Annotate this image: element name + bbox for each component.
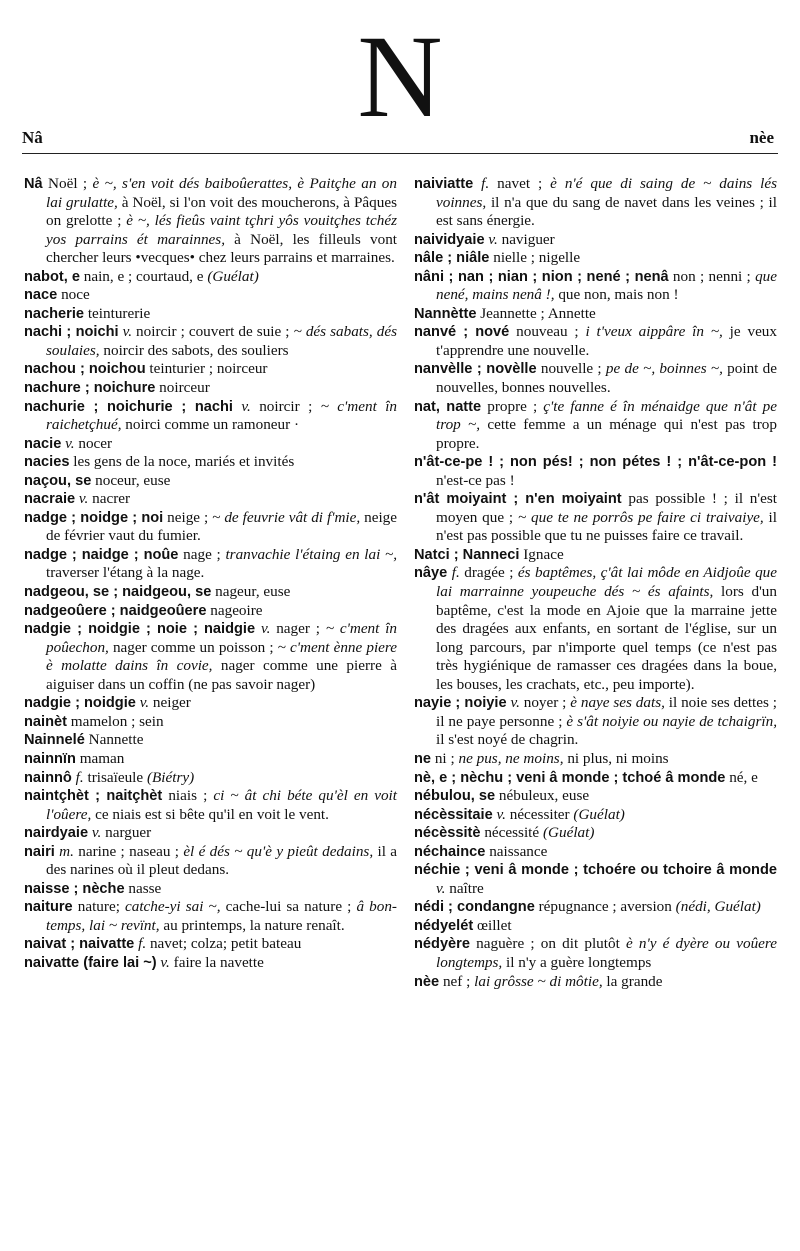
italic-text: ~ de feuvrie vât di f'mie,	[212, 508, 361, 526]
headword: nédyelét	[414, 917, 474, 934]
dictionary-entry	[24, 379, 397, 398]
dictionary-entry	[414, 935, 777, 972]
definition-text: Jeannette ; Annette	[476, 304, 596, 322]
left-guide-word: Nâ	[22, 128, 43, 147]
definition-text: traverser l'étang à la nage.	[46, 564, 205, 582]
dictionary-entry	[414, 806, 777, 825]
right-column	[414, 175, 777, 991]
italic-text: ci ~ ât chi béte qu'èl en voit l'oûere,	[46, 787, 397, 823]
italic-text: v.	[241, 397, 251, 415]
italic-text: f.	[138, 935, 147, 953]
headword: nabot, e	[24, 268, 80, 285]
italic-text: i t'veux aippâre în ~,	[585, 323, 723, 341]
definition-text: naviguer	[497, 230, 555, 248]
dictionary-entry	[24, 935, 397, 954]
headword: nadgeoûere ; naidgeoûere	[24, 602, 207, 619]
definition-text: nacrer	[88, 490, 131, 508]
italic-text: catche-yi sai ~,	[125, 898, 221, 916]
definition-text: noce	[57, 286, 90, 304]
dictionary-entry	[24, 602, 397, 621]
headword: naisse ; nèche	[24, 880, 125, 897]
definition-text: nef ;	[439, 972, 475, 990]
italic-text: è n'é que di saing de ~ dains lés voinnes,	[436, 175, 778, 211]
headword: nacherie	[24, 305, 85, 322]
italic-text: è n'y é dyère ou voûere longtemps,	[436, 935, 777, 971]
definition-text: navet ;	[489, 175, 551, 192]
definition-text: les gens de la noce, mariés et invités	[69, 453, 295, 471]
definition-text: Nannette	[84, 731, 144, 749]
dictionary-entry	[24, 843, 397, 880]
dictionary-entry	[24, 731, 397, 750]
definition-text: neiger	[149, 694, 191, 712]
definition-text: il s'est noyé de chagrin.	[436, 731, 579, 749]
headword: nanvèlle ; novèlle	[414, 361, 537, 378]
definition-text: Ignace	[519, 545, 564, 563]
dictionary-entry	[24, 583, 397, 602]
definition-text: nage ;	[178, 545, 226, 563]
headword: nacies	[24, 454, 70, 471]
definition-text: nageur, euse	[211, 583, 291, 601]
italic-text: è s'ât noiyie ou nayie de tchaigrïn,	[566, 712, 777, 730]
dictionary-entry	[414, 769, 777, 788]
headword: nécèssitaie	[414, 806, 493, 823]
dictionary-entry	[24, 546, 397, 583]
italic-text: è naye ses dats,	[570, 694, 665, 712]
definition-text: nielle ; nigelle	[489, 249, 581, 267]
definition-text: nager comme un poisson ;	[108, 638, 278, 656]
definition-text: nager comme une pierre à aiguiser dans un coffin (ne pas savoir nager)	[46, 657, 397, 693]
dictionary-entry	[24, 750, 397, 769]
definition-text: n'est-ce pas !	[436, 471, 515, 489]
italic-text: ~ c'ment în raichetçhué,	[46, 397, 398, 434]
headword: nè, e ; nèchu ; veni â monde ; tchoé â monde	[414, 769, 726, 786]
italic-text: ~ c'ment în poûechon,	[46, 620, 398, 656]
italic-text: f.	[75, 768, 84, 786]
italic-text: ~ c'ment ènne piere è molatte dains în covie,	[46, 638, 397, 675]
definition-text: nouvelle ;	[536, 360, 606, 378]
dictionary-entry	[414, 824, 777, 843]
definition-text: faire la navette	[169, 953, 264, 971]
definition-text: noirci comme un ramoneur ·	[121, 416, 300, 434]
headword: Natci ; Nanneci	[414, 546, 520, 563]
headword: Nâ	[24, 176, 43, 192]
italic-text: v.	[160, 953, 170, 971]
definition-text: il n'a que du sang de navet dans les veines ; il est sans énergie.	[436, 193, 777, 230]
italic-text: ne pus, ne moins,	[458, 749, 564, 767]
definition-text: nécessiter	[505, 805, 574, 823]
dictionary-entry	[24, 360, 397, 379]
definition-text: navet; colza; petit bateau	[146, 935, 302, 953]
definition-text: cette femme a un ménage qui n'est pas trop propre.	[436, 416, 777, 452]
definition-text: propre ;	[481, 397, 544, 415]
definition-text: nain, e ; courtaud, e	[79, 267, 208, 285]
italic-text: (Biétry)	[146, 768, 195, 786]
dictionary-entry	[24, 305, 397, 324]
italic-text: (nédi, Guélat)	[675, 898, 761, 916]
headword: nainnô	[24, 769, 72, 786]
definition-text: noyer ;	[519, 694, 571, 712]
headword: nace	[24, 287, 58, 304]
dictionary-entry	[414, 546, 777, 565]
italic-text: pe de ~, boinnes ~,	[605, 360, 723, 378]
italic-text: v.	[496, 805, 506, 823]
headword: naçou, se	[24, 472, 92, 489]
dictionary-entry	[24, 509, 397, 546]
italic-text: tranvachie l'étaing en lai ~,	[225, 545, 398, 563]
definition-text: répugnance ; aversion	[534, 898, 676, 916]
italic-text: â bon-temps, lai ~ revïnt,	[46, 898, 397, 934]
italic-text: è ~, lés fieûs vaint tçhri yôs vouitçhes tchéz yos parrains ét marainnes,	[46, 212, 397, 248]
headword: nacie	[24, 435, 62, 452]
italic-text: v.	[122, 323, 133, 341]
headword: néchaince	[414, 843, 486, 860]
definition-text: ni ;	[431, 749, 459, 767]
italic-text: ~ dés sabats, dés soulaies,	[46, 323, 398, 359]
definition-text: que non, mais non !	[554, 286, 679, 304]
headword: nadgie ; noidgie ; noie ; naidgie	[24, 621, 256, 638]
definition-text: pas possible ! ; il n'est moyen que ;	[436, 490, 777, 526]
dictionary-entry	[414, 268, 777, 305]
italic-text: v.	[510, 694, 520, 712]
italic-text: v.	[91, 824, 102, 842]
left-column	[24, 175, 397, 973]
italic-text: lai grôsse ~ di môtie,	[474, 972, 603, 990]
italic-text: f.	[451, 564, 460, 582]
headword: nédi ; condangne	[414, 899, 535, 916]
definition-text: nageoire	[206, 601, 263, 619]
definition-text: cache-lui sa nature ;	[220, 898, 357, 916]
definition-text: noircir ;	[250, 397, 321, 415]
headword: nécèssitè	[414, 825, 481, 842]
dictionary-entry	[414, 360, 777, 397]
headword: nédyère	[414, 936, 470, 953]
definition-text: à Noël, les filleuls vont chercher leurs •vecques• chez leurs parrains et marraines.	[46, 230, 398, 267]
headword: nanvé ; nové	[414, 324, 510, 341]
italic-text: v.	[488, 230, 498, 248]
dictionary-entry	[24, 880, 397, 899]
dictionary-entry	[414, 490, 777, 546]
dictionary-entry	[414, 305, 777, 324]
headword: Nainnelé	[24, 732, 85, 749]
dictionary-entry	[414, 453, 777, 490]
headword: nairdyaie	[24, 825, 89, 842]
dictionary-entry	[24, 286, 397, 305]
header-rule	[22, 153, 778, 154]
headword: nachure ; noichure	[24, 380, 156, 397]
definition-text: noceur, euse	[91, 471, 171, 489]
dictionary-entry	[24, 472, 397, 491]
headword: naividyaie	[414, 231, 485, 248]
dictionary-entry	[414, 898, 777, 917]
definition-text: je veux t'apprendre une nouvelle.	[436, 323, 777, 359]
dictionary-entry	[24, 824, 397, 843]
headword: nainnïn	[24, 750, 76, 767]
definition-text: noirceur	[155, 379, 210, 397]
dictionary-entry	[24, 398, 397, 435]
dictionary-entry	[414, 917, 777, 936]
headword: nadgeou, se ; naidgeou, se	[24, 584, 212, 601]
headword: n'ât-ce-pe ! ; non pés! ; non pétes ! ; n'ât-ce-pon !	[414, 454, 777, 471]
definition-text: nasse	[124, 879, 162, 897]
definition-text: naître	[445, 879, 484, 897]
headword: nèe	[414, 973, 440, 990]
dictionary-entry	[24, 769, 397, 788]
definition-text: point de nouvelles, bonnes nouvelles.	[436, 360, 777, 397]
headword: nat, natte	[414, 398, 482, 415]
definition-text: il n'y a guère longtemps	[502, 953, 652, 971]
right-guide-word: nèe	[749, 128, 774, 147]
headword: nadgie ; noidgie	[24, 695, 136, 712]
dictionary-entry	[24, 435, 397, 454]
section-letter: N	[357, 11, 443, 142]
dictionary-entry	[24, 898, 397, 935]
headword: naiture	[24, 899, 73, 916]
definition-text: nager ;	[270, 620, 326, 638]
italic-text: v.	[260, 620, 271, 638]
definition-text: mamelon ; sein	[66, 712, 164, 730]
dictionary-entry	[414, 787, 777, 806]
dictionary-entry	[414, 249, 777, 268]
headword: nadge ; noidge ; noi	[24, 509, 164, 526]
definition-text: il a des narines où il pleut dedans.	[46, 842, 397, 879]
headword: nairi	[24, 843, 55, 860]
headword: naiviatte	[414, 176, 474, 192]
headword: nayie ; noiyie	[414, 695, 507, 712]
headword: n'ât moiyaint ; n'en moiyaint	[414, 491, 622, 508]
dictionary-entry	[414, 843, 777, 862]
dictionary-entry	[24, 787, 397, 824]
dictionary-entry	[24, 453, 397, 472]
italic-text: ç'te fanne é în ménaidge que n'ât pe trop ~,	[436, 397, 777, 434]
headword: naivatte (faire lai ~)	[24, 954, 157, 971]
definition-text: teinturerie	[84, 304, 151, 322]
definition-text: ce niais est si bête qu'il en voit le vent.	[91, 805, 329, 823]
italic-text: és baptêmes, ç'ât lai môde en Aidjoûe que lai marrainne youpeuche dés ~ és afaints,	[436, 564, 778, 601]
headword: naintçhèt ; naitçhèt	[24, 788, 163, 805]
definition-text: au printemps, la nature renaît.	[159, 916, 345, 934]
italic-text: èl é dés ~ qu'è y pieût dedains,	[183, 842, 374, 860]
definition-text: teinturier ; noirceur	[145, 360, 268, 378]
headword: nâle ; niâle	[414, 250, 490, 267]
italic-text: m.	[59, 842, 74, 860]
definition-text: la grande	[602, 972, 663, 990]
definition-text: à Noël, si l'on voit des moucherons, à Pâques on grelotte ;	[46, 193, 397, 230]
headword: nachurie ; noichurie ; nachi	[24, 398, 233, 415]
headword: nadge ; naidge ; noûe	[24, 546, 179, 563]
headword: Nannètte	[414, 305, 477, 322]
dictionary-entry	[414, 694, 777, 750]
dictionary-entry	[414, 323, 777, 360]
italic-text: f.	[481, 175, 490, 192]
definition-text: narine ; naseau ;	[73, 842, 184, 860]
headword: nainèt	[24, 713, 67, 730]
definition-text: lors d'un baptême, c'est la mode en Ajoie que la marraine jette des dragées aux enfants, en sortant de l'église, sur un long parcours, par n'importe quel temps (ce n'est pas très hygiénique de ramasser ces dragées dans la boue, les bouses, les crachats, etc., peu importe).	[436, 583, 777, 693]
definition-text: dragée ;	[459, 564, 518, 582]
definition-text: naissance	[485, 842, 548, 860]
italic-text: v.	[436, 879, 446, 897]
dictionary-entry	[414, 175, 777, 231]
dictionary-entry	[24, 268, 397, 287]
headword: néchie ; veni â monde ; tchoére ou tchoire â monde	[414, 862, 777, 879]
headword: nâni ; nan ; nian ; nion ; nené ; nenâ	[414, 268, 669, 285]
definition-text	[473, 175, 481, 192]
dictionary-entry	[414, 973, 777, 992]
definition-text: maman	[75, 749, 125, 767]
definition-text: nocer	[74, 434, 113, 452]
dictionary-entry	[24, 713, 397, 732]
definition-text: naguère ; on dit plutôt	[469, 935, 626, 953]
dictionary-entry	[24, 620, 397, 694]
headword: ne	[414, 750, 432, 767]
headword: nachi ; noichi	[24, 324, 119, 341]
dictionary-entry	[24, 694, 397, 713]
dictionary-entry	[414, 564, 777, 694]
definition-text: nécessité	[480, 824, 543, 842]
definition-text: neige ;	[163, 508, 213, 526]
dictionary-entry	[414, 231, 777, 250]
dictionary-entry	[24, 323, 397, 360]
definition-text: nébuleux, euse	[495, 787, 590, 805]
headword: nacraie	[24, 491, 76, 508]
definition-text: nouveau ;	[509, 323, 586, 341]
dictionary-entry	[414, 398, 777, 454]
italic-text: que nené, mains nenâ !,	[436, 267, 777, 304]
headword: naivat ; naivatte	[24, 936, 135, 953]
definition-text: ni plus, ni moins	[563, 749, 669, 767]
definition-text: né, e	[725, 768, 758, 786]
definition-text: noircir ; couvert de suie ;	[132, 323, 294, 341]
italic-text: è ~, s'en voit dés baiboûerattes, è Paitçhe an on lai grulatte,	[46, 175, 397, 211]
dictionary-entry	[414, 750, 777, 769]
definition-text: Noël ;	[42, 175, 93, 192]
definition-text: il n'est pas possible que tu ne puisses faire ce travail.	[436, 508, 777, 545]
definition-text: œillet	[473, 916, 512, 934]
dictionary-entry	[24, 490, 397, 509]
definition-text: trisaïeule	[83, 768, 147, 786]
italic-text: v.	[65, 434, 75, 452]
italic-text: ~ que te ne porrôs pe faire ci traivaiye,	[517, 508, 764, 526]
italic-text: v.	[139, 694, 150, 712]
dictionary-entry	[24, 954, 397, 973]
headword: nébulou, se	[414, 788, 496, 805]
dictionary-entry	[414, 861, 777, 898]
definition-text: niais ;	[162, 787, 214, 805]
definition-text: neige de février vaut du fumier.	[46, 508, 398, 545]
definition-text: nature;	[72, 898, 125, 916]
definition-text: il noie ses dettes ; il ne paye personne ;	[436, 694, 778, 730]
definition-text: non ; nenni ;	[668, 267, 756, 285]
italic-text: (Guélat)	[573, 805, 625, 823]
definition-text: narguer	[101, 824, 152, 842]
italic-text: (Guélat)	[542, 824, 595, 842]
italic-text: (Guélat)	[207, 267, 259, 285]
italic-text: v.	[78, 490, 89, 508]
headword: nachou ; noichou	[24, 361, 146, 378]
dictionary-entry	[24, 175, 397, 268]
definition-text: noircir des sabots, des souliers	[99, 341, 289, 359]
headword: nâye	[414, 565, 448, 582]
